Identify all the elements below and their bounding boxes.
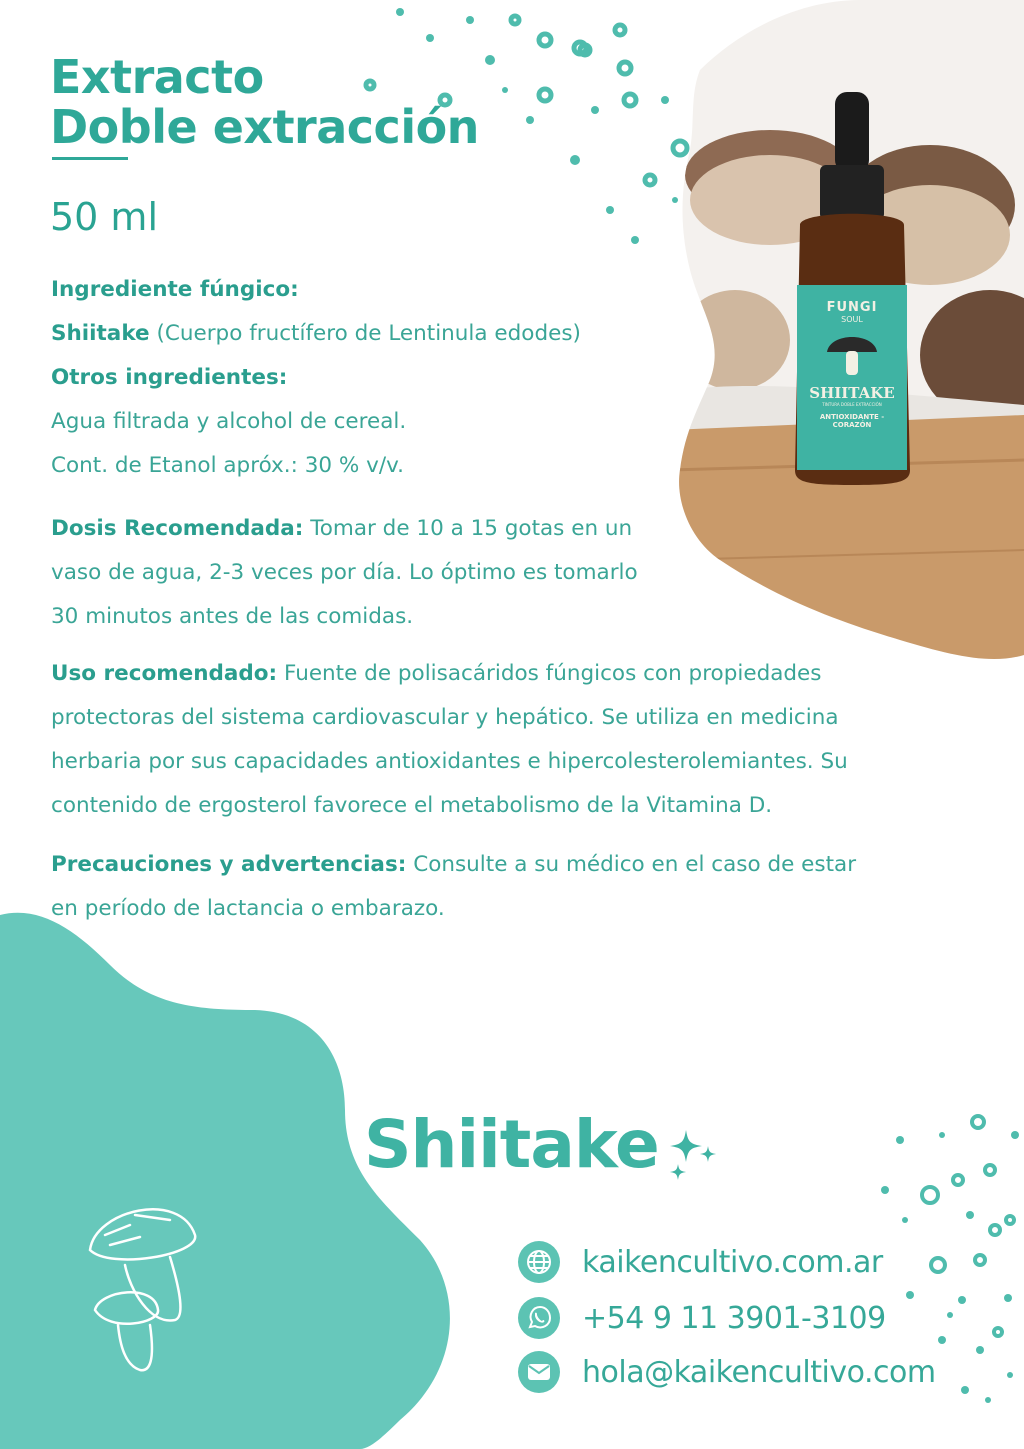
title-line-2: Doble extracción — [50, 100, 479, 154]
other-ingredients-line-1: Agua filtrada y alcohol de cereal. — [51, 409, 407, 434]
use-section — [51, 652, 991, 828]
title-underline — [52, 157, 128, 160]
use-line-1: Fuente de polisacáridos fúngicos con propiedades — [284, 661, 822, 686]
other-ingredients-line-2: Cont. de Etanol apróx.: 30 % v/v. — [51, 453, 405, 478]
fungal-ingredient-name: Shiitake — [51, 321, 150, 346]
mail-icon — [518, 1351, 560, 1393]
email-link[interactable]: hola@kaikencultivo.com — [582, 1354, 936, 1390]
label-sub: SOUL — [841, 315, 863, 324]
brand-title: Shiitake — [364, 1106, 659, 1183]
contact-phone[interactable] — [518, 1296, 886, 1340]
other-ingredients-label: Otros ingredientes: — [51, 365, 288, 390]
contact-website[interactable] — [518, 1240, 883, 1284]
mushroom-outline-icon — [80, 1195, 210, 1385]
phone-number[interactable]: +54 9 11 3901-3109 — [582, 1300, 886, 1336]
precautions-section — [51, 843, 991, 931]
globe-icon — [518, 1241, 560, 1283]
dosage-section — [51, 507, 711, 639]
title-line-1: Extracto — [50, 50, 264, 104]
label-brand: FUNGI — [826, 300, 878, 315]
precautions-label: Precauciones y advertencias: — [51, 852, 407, 877]
use-label: Uso recomendado: — [51, 661, 278, 686]
volume: 50 ml — [50, 195, 159, 239]
contact-email[interactable] — [518, 1350, 936, 1394]
precautions-line-1: Consulte a su médico en el caso de estar — [413, 852, 857, 877]
use-line-4: contenido de ergosterol favorece el metabolismo de la Vitamina D. — [51, 793, 773, 818]
use-line-3: herbaria por sus capacidades antioxidantes e hipercolesterolemiantes. Su — [51, 749, 848, 774]
dosage-label: Dosis Recomendada: — [51, 516, 304, 541]
dosage-line-3: 30 minutos antes de las comidas. — [51, 604, 414, 629]
label-benefit-2: CORAZÓN — [832, 421, 872, 429]
label-type: TINTURA DOBLE EXTRACCIÓN — [822, 402, 882, 407]
bottle-label — [797, 300, 907, 429]
fungal-ingredient-label: Ingrediente fúngico: — [51, 277, 299, 302]
website-link[interactable]: kaikencultivo.com.ar — [582, 1244, 883, 1280]
label-mushroom-icon — [822, 324, 882, 379]
sparkle-icon — [668, 1122, 720, 1182]
fungal-ingredient-detail: (Cuerpo fructífero de Lentinula edodes) — [156, 321, 581, 346]
use-line-2: protectoras del sistema cardiovascular y hepático. Se utiliza en medicina — [51, 705, 839, 730]
label-benefit-1: ANTIOXIDANTE - — [819, 413, 885, 421]
ingredients-section — [51, 268, 691, 488]
dosage-line-2: vaso de agua, 2-3 veces por día. Lo óptimo es tomarlo — [51, 560, 638, 585]
whatsapp-icon — [518, 1297, 560, 1339]
label-product-name: SHIITAKE — [809, 384, 895, 402]
page-title — [50, 52, 479, 152]
precautions-line-2: en período de lactancia o embarazo. — [51, 896, 445, 921]
dosage-line-1: Tomar de 10 a 15 gotas en un — [310, 516, 633, 541]
